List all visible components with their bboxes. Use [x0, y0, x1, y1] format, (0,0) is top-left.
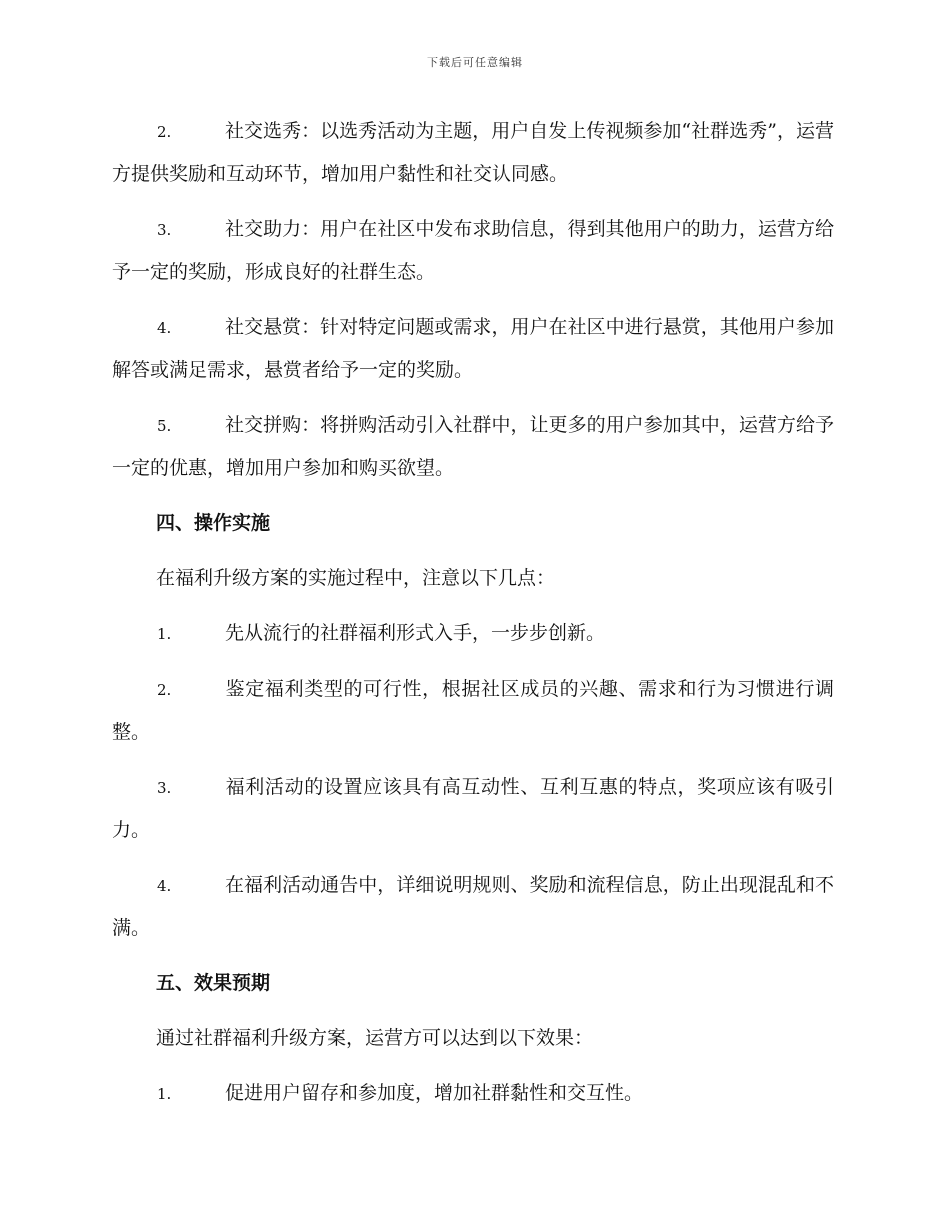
paragraph: 通过社群福利升级方案，运营方可以达到以下效果： [156, 1027, 594, 1049]
list-text: 促进用户留存和参加度，增加社群黏性和交互性。 [225, 1082, 644, 1104]
list-text: 社交选秀：以选秀活动为主题，用户自发上传视频参加“社群选秀”，运营方提供奖励和互动环节，增加用户黏性和社交认同感。 [112, 120, 834, 185]
list-item [112, 110, 834, 195]
list-text: 鉴定福利类型的可行性，根据社区成员的兴趣、需求和行为习惯进行调整。 [112, 678, 834, 743]
list-number: 3. [157, 221, 172, 239]
section-heading-expected-effects: 五、效果预期 [156, 972, 271, 994]
list-number: 4. [157, 319, 172, 337]
list-item [112, 404, 834, 489]
list-text: 福利活动的设置应该具有高互动性、互利互惠的特点，奖项应该有吸引力。 [112, 776, 834, 841]
list-number: 2. [157, 681, 172, 699]
list-item [112, 1072, 834, 1115]
page-header: 下载后可任意编辑 [427, 56, 523, 69]
list-number: 3. [157, 779, 172, 797]
list-text: 社交助力：用户在社区中发布求助信息，得到其他用户的助力，运营方给予一定的奖励，形成良好的社群生态。 [112, 218, 834, 283]
list-text: 在福利活动通告中，详细说明规则、奖励和流程信息，防止出现混乱和不满。 [112, 874, 834, 939]
list-number: 4. [157, 877, 172, 895]
list-number: 5. [157, 417, 172, 435]
list-text: 先从流行的社群福利形式入手，一步步创新。 [225, 622, 606, 644]
list-item [112, 306, 834, 391]
list-item [112, 864, 834, 949]
list-text: 社交拼购：将拼购活动引入社群中，让更多的用户参加其中，运营方给予一定的优惠，增加用户参加和购买欲望。 [112, 414, 834, 479]
list-item [112, 612, 834, 655]
list-number: 1. [157, 1085, 172, 1103]
list-item [112, 208, 834, 293]
document-body [112, 110, 834, 1128]
section-heading-implementation: 四、操作实施 [156, 512, 271, 534]
list-item [112, 766, 834, 851]
list-text: 社交悬赏：针对特定问题或需求，用户在社区中进行悬赏，其他用户参加解答或满足需求，悬赏者给予一定的奖励。 [112, 316, 834, 381]
paragraph: 在福利升级方案的实施过程中，注意以下几点： [156, 567, 556, 589]
list-number: 1. [157, 625, 172, 643]
list-number: 2. [157, 123, 172, 141]
list-item [112, 668, 834, 753]
